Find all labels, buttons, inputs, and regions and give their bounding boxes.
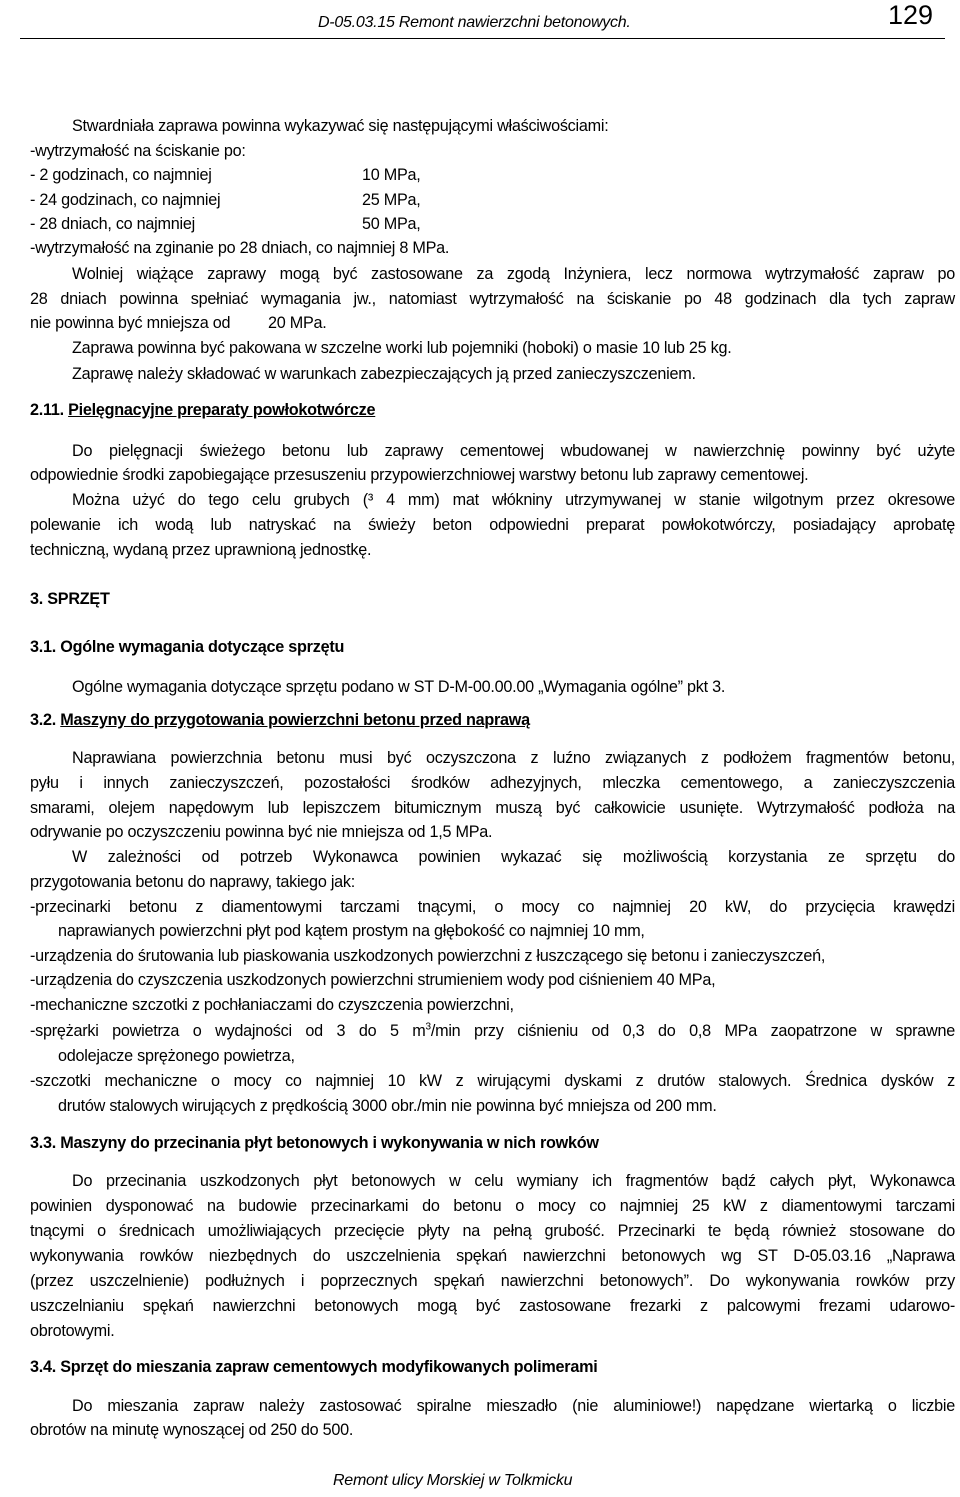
section-number: 2.11.: [30, 401, 64, 419]
compress-row-label: - 28 dniach, co najmniej: [30, 215, 195, 233]
paragraph-line: obrotów na minutę wynoszącej od 250 do 500.: [30, 1421, 354, 1439]
compress-row-value: 25 MPa,: [362, 191, 421, 209]
list-item-continuation: drutów stalowych wirujących z prędkością 3000 obr./min nie powinna być mniejsza od 200 mm.: [58, 1097, 717, 1115]
paragraph-line: Naprawiana powierzchnia betonu musi być oczyszczona z luźno związanych z podłożem fragmentów betonu,: [72, 749, 955, 767]
compress-row-value: 50 MPa,: [362, 215, 421, 233]
compress-row-label: - 24 godzinach, co najmniej: [30, 191, 221, 209]
paragraph-line: przygotowania betonu do naprawy, takiego jak:: [30, 873, 356, 891]
paragraph-line: smarami, olejem napędowym lub lepiszczem bitumicznym muszą być całkowicie usunięte. Wytrzymałość podłoża na: [30, 799, 955, 817]
section-title: Pielęgnacyjne preparaty powłokotwórcze: [68, 401, 376, 419]
list-item: -mechaniczne szczotki z pochłaniaczami do czyszczenia powierzchni,: [30, 996, 514, 1014]
paragraph-line: tnącymi o średnicach umożliwiających przecięcie płyty na pełną grubość. Przecinarki te będą również stosowane do: [30, 1222, 955, 1240]
list-item: -urządzenia do czyszczenia uszkodzonych powierzchni strumieniem wody pod ciśnieniem 40 MPa,: [30, 971, 716, 989]
paragraph-line: wykonywania rowków niezbędnych do uszczelnienia spękań nawierzchni betonowych wg ST D-05.03.16 „Naprawa: [30, 1247, 955, 1265]
section-3-heading: 3. SPRZĘT: [30, 590, 110, 608]
list-item: [30, 1021, 955, 1041]
paragraph-line: 28 dniach powinna spełniać wymagania jw., natomiast wytrzymałość na ściskanie po 48 godzinach dla tych zapraw: [30, 290, 955, 308]
page-number: 129: [888, 0, 934, 30]
paragraph-line: Można użyć do tego celu grubych (³ 4 mm) mat włókniny utrzymywanej w stanie wilgotnym przez okresowe: [72, 491, 955, 509]
paragraph-line: powinien dysponować na budowie przecinarkami do betonu o mocy co najmniej 25 kW z diamentowymi tarczami: [30, 1197, 955, 1215]
paragraph-line: odrywanie po oczyszczeniu powinna być nie mniejsza od 1,5 MPa.: [30, 823, 493, 841]
section-3-1-heading: 3.1. Ogólne wymagania dotyczące sprzętu: [30, 638, 345, 656]
paragraph-line: Do mieszania zapraw należy zastosować spiralne mieszadło (nie aluminiowe!) napędzane wiertarką o liczbie: [72, 1397, 955, 1415]
compress-row-2: [30, 190, 421, 210]
paragraph-line: Wolniej wiążące zaprawy mogą być zastosowane za zgodą Inżyniera, lecz normowa wytrzymałość zapraw po: [72, 265, 955, 283]
page-footer: Remont ulicy Morskiej w Tolkmicku: [333, 1472, 573, 1489]
paragraph-line: [30, 313, 327, 333]
paragraph-line: uszczelnianiu spękań nawierzchni betonowych mogą być zastosowane frezarki z palcowymi frezami udarowo-: [30, 1297, 955, 1315]
mortar-intro: Stwardniała zaprawa powinna wykazywać się następującymi właściwościami:: [72, 117, 609, 135]
section-3-4-heading: 3.4. Sprzęt do mieszania zapraw cementowych modyfikowanych polimerami: [30, 1358, 598, 1376]
section-title: Maszyny do przygotowania powierzchni betonu przed naprawą: [60, 711, 530, 729]
compress-title: -wytrzymałość na ściskanie po:: [30, 142, 246, 160]
section-2-11-heading: [30, 400, 375, 420]
paragraph-line: odpowiednie środki zapobiegające przesuszeniu przypowierzchniowej warstwy betonu lub zaprawy cementowej.: [30, 466, 809, 484]
storage-note: Zaprawę należy składować w warunkach zabezpieczających ją przed zanieczyszczeniem.: [72, 365, 696, 383]
section-3-3-heading: 3.3. Maszyny do przecinania płyt betonowych i wykonywania w nich rowków: [30, 1134, 599, 1152]
compress-row-3: [30, 214, 421, 234]
superscript: 3: [425, 1021, 431, 1033]
list-item: -szczotki mechaniczne o mocy co najmniej 10 kW z wirującymi dyskami z drutów stalowych. Średnica dysków z: [30, 1072, 955, 1090]
paragraph-line: Ogólne wymagania dotyczące sprzętu podano w ST D-M-00.00.00 „Wymagania ogólne” pkt 3.: [72, 678, 726, 696]
paragraph-line: W zależności od potrzeb Wykonawca powinien wykazać się możliwością korzystania ze sprzętu do: [72, 848, 955, 866]
compress-row-1: [30, 165, 421, 185]
header-rule: [20, 38, 945, 39]
header-title: D-05.03.15 Remont nawierzchni betonowych.: [318, 14, 631, 31]
paragraph-line: (przez uszczelnienie) podłużnych i poprzecznych spękań nawierzchni betonowych”. Do wykonywania rowków przy: [30, 1272, 955, 1290]
compress-row-label: - 2 godzinach, co najmniej: [30, 166, 212, 184]
list-item-continuation: odolejacze sprężonego powietrza,: [58, 1047, 295, 1065]
paragraph-line: polewanie ich wodą lub natryskać na świeży beton odpowiedni preparat powłokotwórczy, posiadający aprobatę: [30, 516, 955, 534]
min-strength-label: nie powinna być mniejsza od: [30, 314, 231, 332]
paragraph-line: techniczną, wydaną przez uprawnioną jednostkę.: [30, 541, 372, 559]
bending-strength: -wytrzymałość na zginanie po 28 dniach, co najmniej 8 MPa.: [30, 239, 450, 257]
compress-row-value: 10 MPa,: [362, 166, 421, 184]
paragraph-line: Do pielęgnacji świeżego betonu lub zaprawy cementowej wbudowanej w nawierzchnię powinny być użyte: [72, 442, 955, 460]
section-number: 3.2.: [30, 711, 57, 729]
list-item: -przecinarki betonu z diamentowymi tarczami tnącymi, o mocy co najmniej 20 kW, do przycięcia krawędzi: [30, 898, 955, 916]
list-item-continuation: naprawianych powierzchni płyt pod kątem prostym na głębokość co najmniej 10 mm,: [58, 922, 645, 940]
text-run: /min przy ciśnieniu od 0,3 do 0,8 MPa zaopatrzone w sprawne: [430, 1022, 955, 1040]
list-item: -urządzenia do śrutowania lub piaskowania uszkodzonych powierzchni z łuszczącego się betonu i zanieczyszczeń,: [30, 947, 826, 965]
text-run: -sprężarki powietrza o wydajności od 3 do 5 m: [30, 1022, 426, 1040]
min-strength-value: 20 MPa.: [268, 314, 327, 332]
section-3-2-heading: [30, 710, 530, 730]
paragraph-line: pyłu i innych zanieczyszczeń, pozostałości środków adhezyjnych, mleczka cementowego, a zanieczyszczenia: [30, 774, 955, 792]
packaging-note: Zaprawa powinna być pakowana w szczelne worki lub pojemniki (hoboki) o masie 10 lub 25 kg.: [72, 339, 732, 357]
paragraph-line: Do przecinania uszkodzonych płyt betonowych w celu wymiany ich fragmentów bądź całych płyt, Wykonawca: [72, 1172, 955, 1190]
paragraph-line: obrotowymi.: [30, 1322, 115, 1340]
